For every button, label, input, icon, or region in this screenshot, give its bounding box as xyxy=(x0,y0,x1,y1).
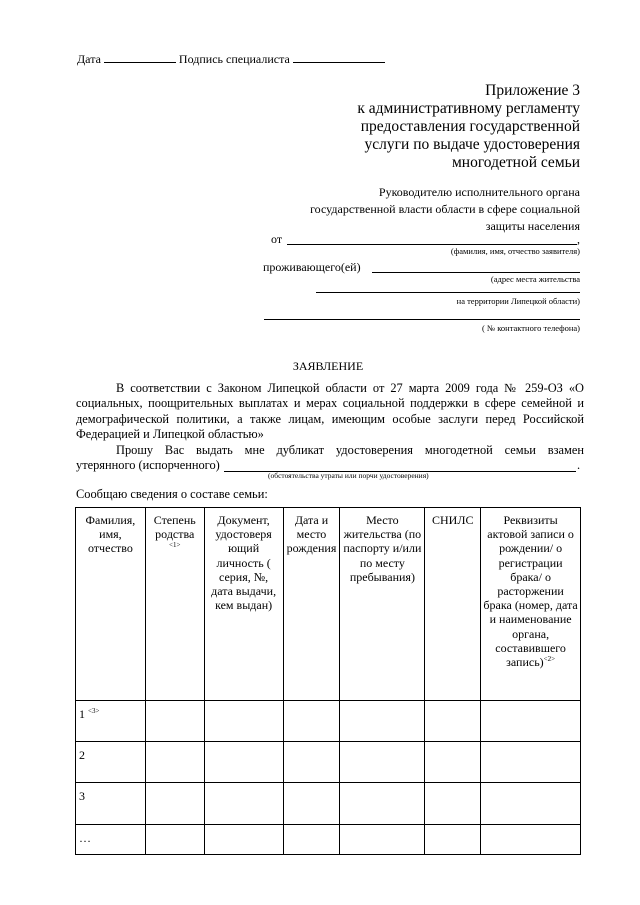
table-row xyxy=(76,701,581,742)
table-cell[interactable] xyxy=(481,783,581,825)
table-row xyxy=(76,825,581,855)
table-cell[interactable] xyxy=(283,701,340,742)
addressee-line: Руководителю исполнительного органа xyxy=(378,185,580,199)
footnote-2: <2> xyxy=(543,655,556,664)
table-cell[interactable] xyxy=(340,701,425,742)
row-number: 3 xyxy=(76,783,146,825)
table-cell[interactable] xyxy=(425,742,481,783)
lost-label: утерянного (испорченного) xyxy=(76,458,220,472)
date-signature-line xyxy=(77,52,385,67)
table-cell[interactable] xyxy=(145,742,204,783)
row-number: 2 xyxy=(76,742,146,783)
addressee-line: государственной власти области в сфере социальной xyxy=(310,202,580,216)
applicant-name-field[interactable] xyxy=(287,244,577,245)
header-record: Реквизиты актовой записи о рождении/ о регистрации брака/ о расторжении брака (номер, дата и наименование органа, составившего запись)$^{<2>}$ xyxy=(481,508,581,701)
table-cell[interactable] xyxy=(481,742,581,783)
phone-hint: ( № контактного телефона) xyxy=(482,323,580,333)
table-cell[interactable] xyxy=(425,825,481,855)
table-cell[interactable] xyxy=(145,783,204,825)
date-field[interactable] xyxy=(104,52,176,63)
appendix-line: многодетной семьи xyxy=(451,154,580,171)
family-intro: Сообщаю сведения о составе семьи: xyxy=(76,487,268,501)
table-cell[interactable] xyxy=(145,701,204,742)
residence-field[interactable] xyxy=(372,272,580,273)
addressee-line: защиты населения xyxy=(485,219,580,233)
header-relation: Степень родства $^{<1>}$ xyxy=(145,508,204,701)
row-number: 1 $^{<3>}$ xyxy=(76,701,146,742)
appendix-line: услуги по выдаче удостоверения xyxy=(364,136,580,153)
applicant-name-hint: (фамилия, имя, отчество заявителя) xyxy=(450,246,580,256)
table-cell[interactable] xyxy=(340,783,425,825)
table-cell[interactable] xyxy=(283,783,340,825)
from-suffix: , xyxy=(577,232,580,246)
table-cell[interactable] xyxy=(283,742,340,783)
date-label: Дата xyxy=(77,52,101,66)
appendix-block xyxy=(357,82,580,172)
residence-field-2[interactable] xyxy=(316,292,580,293)
table-cell[interactable] xyxy=(340,825,425,855)
header-document: Документ, удостоверя ющий личность ( серия, №, дата выдачи, кем выдан) xyxy=(204,508,283,701)
row-number: … xyxy=(76,825,146,855)
appendix-line: к административному регламенту xyxy=(357,100,580,117)
addressee-block xyxy=(310,184,580,235)
footnote-1: <1> xyxy=(169,541,181,550)
document-title: ЗАЯВЛЕНИЕ xyxy=(292,359,364,373)
family-table xyxy=(75,507,581,855)
residence-hint: (адрес места жительства xyxy=(490,274,580,284)
header-snils: СНИЛС xyxy=(425,508,481,701)
table-cell[interactable] xyxy=(340,742,425,783)
from-label: от xyxy=(271,232,283,246)
lost-hint: (обстоятельства утраты или порчи удостоверения) xyxy=(268,471,429,480)
table-cell[interactable] xyxy=(204,701,283,742)
signature-field[interactable] xyxy=(293,52,385,63)
table-cell[interactable] xyxy=(425,783,481,825)
table-cell[interactable] xyxy=(204,825,283,855)
header-name: Фамилия, имя, отчество xyxy=(76,508,146,701)
intro-paragraph: В соответствии с Законом Липецкой области от 27 марта 2009 года № 259-ОЗ «О социальных, поощрительных выплатах и мерах социальной поддержки в сфере семейной и демографической политики, а также лицам, имеющим особые заслуги перед Российской Федерацией и Липецкой областью» xyxy=(76,381,584,441)
footnote-3: <3> xyxy=(88,707,100,715)
appendix-line: Приложение 3 xyxy=(485,82,580,99)
lost-suffix: . xyxy=(577,458,581,472)
table-cell[interactable] xyxy=(204,742,283,783)
table-cell[interactable] xyxy=(204,783,283,825)
table-cell[interactable] xyxy=(425,701,481,742)
table-cell[interactable] xyxy=(283,825,340,855)
territory-hint: на территории Липецкой области) xyxy=(456,296,580,306)
signature-label: Подпись специалиста xyxy=(178,52,290,66)
table-cell[interactable] xyxy=(481,825,581,855)
table-cell[interactable] xyxy=(481,701,581,742)
table-cell[interactable] xyxy=(145,825,204,855)
request-paragraph: Прошу Вас выдать мне дубликат удостоверения многодетной семьи взамен xyxy=(116,443,584,457)
header-birth: Дата и место рождения xyxy=(283,508,340,701)
residing-label: проживающего(ей) xyxy=(263,260,361,274)
phone-field[interactable] xyxy=(264,319,580,320)
header-residence: Место жительства (по паспорту и/или по месту пребывания) xyxy=(340,508,425,701)
appendix-line: предоставления государственной xyxy=(360,118,580,135)
table-row xyxy=(76,742,581,783)
table-header-row xyxy=(76,508,581,701)
table-row xyxy=(76,783,581,825)
